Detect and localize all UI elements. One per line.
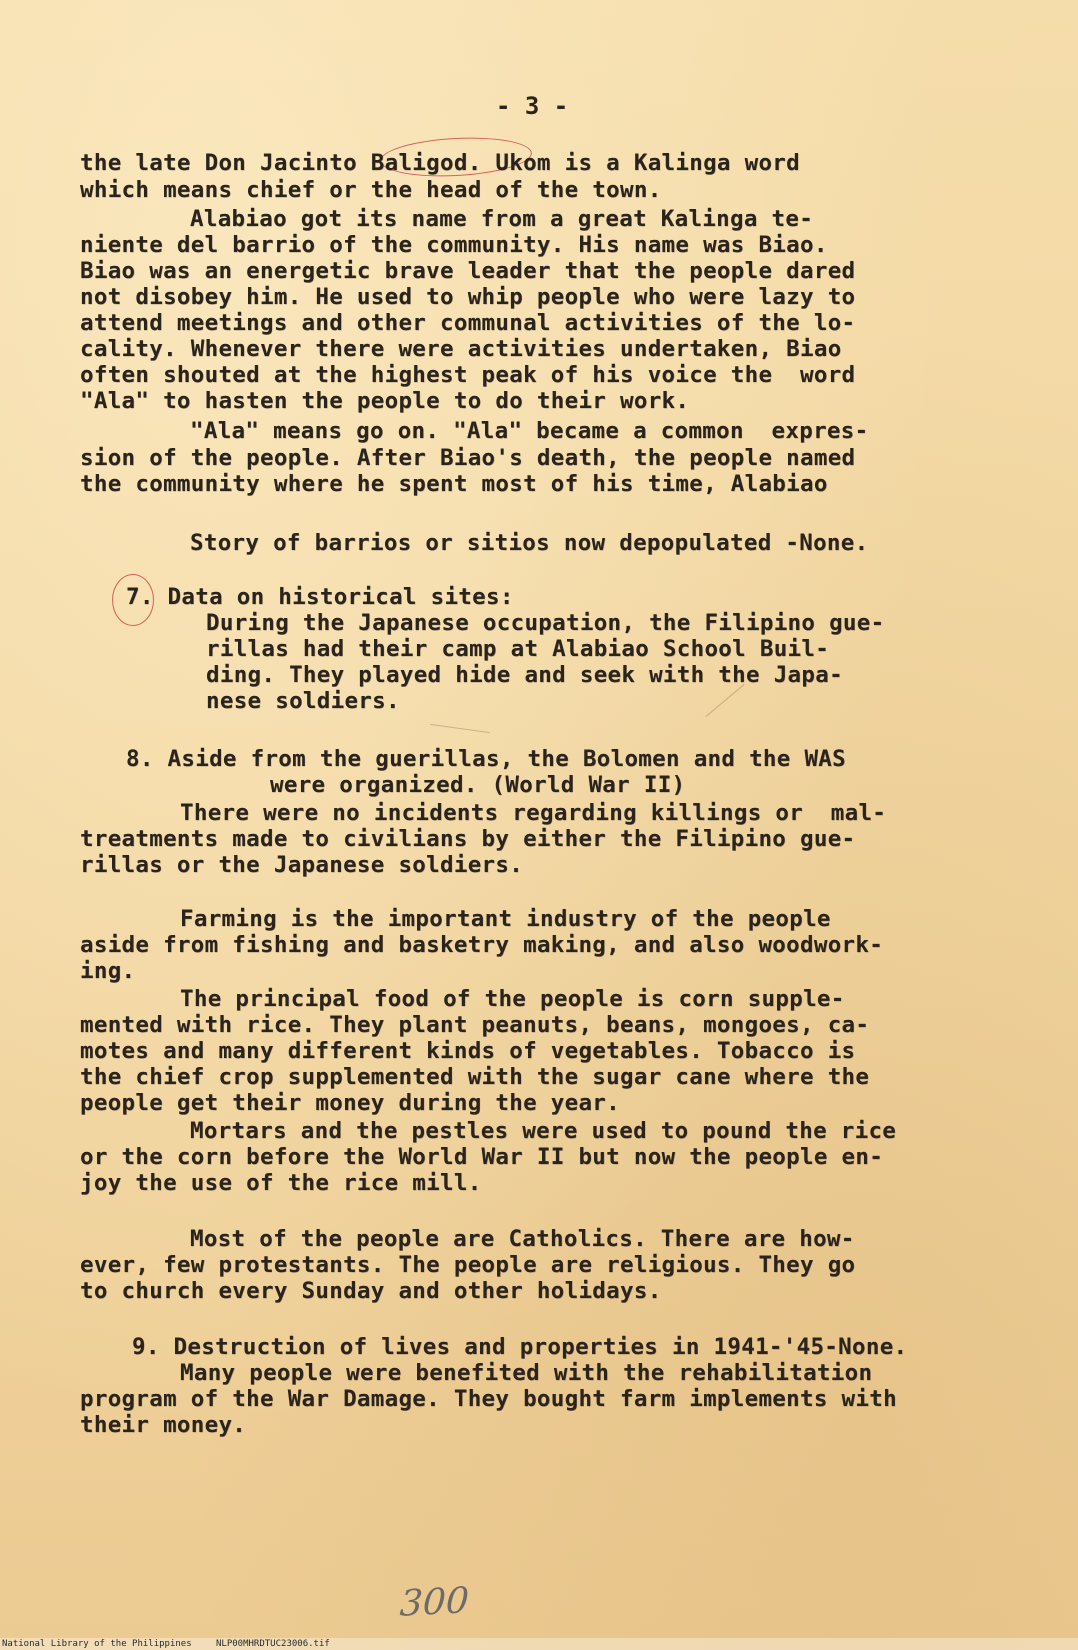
text-line: not disobey him. He used to whip people who were lazy to [80,284,856,310]
text-line: rillas had their camp at Alabiao School Buil- [206,636,830,662]
section-heading-9: 9. Destruction of lives and properties in 1941-'45-None. [132,1334,908,1360]
text-line: joy the use of the rice mill. [80,1170,482,1196]
text-line: Most of the people are Catholics. There are how- [190,1226,855,1252]
text-line: the late Don Jacinto Baligod. Ukom is a Kalinga word [80,150,800,176]
pencil-page-number: 300 [398,1580,470,1625]
text-line: which means chief or the head of the town. [80,177,662,203]
text-line: people get their money during the year. [80,1090,620,1116]
text-line: Biao was an energetic brave leader that the people dared [80,258,856,284]
text-line: Story of barrios or sitios now depopulated -None. [190,530,869,556]
text-line: Mortars and the pestles were used to pound the rice [190,1118,897,1144]
page-number: - 3 - [496,92,569,120]
footer-filename: NLP00MHRDTUC23006.tif [216,1639,330,1649]
archive-footer [0,1638,1078,1650]
text-line: often shouted at the highest peak of his voice the word [80,362,856,388]
faint-mark [430,724,490,733]
text-line: cality. Whenever there were activities undertaken, Biao [80,336,842,362]
section-heading-8: 8. Aside from the guerillas, the Bolomen and the WAS [126,746,846,772]
text-line: mented with rice. They plant peanuts, beans, mongoes, ca- [80,1012,870,1038]
text-line: "Ala" means go on. "Ala" became a common expres- [190,418,869,444]
text-line: ever, few protestants. The people are religious. They go [80,1252,856,1278]
text-line: motes and many different kinds of vegetables. Tobacco is [80,1038,856,1064]
text-line: During the Japanese occupation, the Filipino gue- [206,610,885,636]
text-line: were organized. (World War II) [270,772,686,798]
text-line: their money. [80,1412,247,1438]
text-line: to church every Sunday and other holidays. [80,1278,662,1304]
text-line: niente del barrio of the community. His name was Biao. [80,232,828,258]
text-line: or the corn before the World War II but now the people en- [80,1144,884,1170]
text-line: program of the War Damage. They bought farm implements with [80,1386,897,1412]
text-line: the chief crop supplemented with the sugar cane where the [80,1064,870,1090]
footer-library-name: National Library of the Philippines [2,1639,192,1649]
text-line: rillas or the Japanese soldiers. [80,852,524,878]
text-line: aside from fishing and basketry making, and also woodwork- [80,932,884,958]
text-line: attend meetings and other communal activities of the lo- [80,310,856,336]
text-line: Many people were benefited with the rehabilitation [180,1360,873,1386]
text-line: "Ala" to hasten the people to do their work. [80,388,690,414]
text-line: The principal food of the people is corn supple- [180,986,845,1012]
text-line: sion of the people. After Biao's death, the people named [80,445,856,471]
text-line: treatments made to civilians by either the Filipino gue- [80,826,856,852]
text-line: the community where he spent most of his time, Alabiao [80,471,828,497]
text-line: ding. They played hide and seek with the Japa- [206,662,843,688]
text-line: nese soldiers. [206,688,400,714]
text-line: Alabiao got its name from a great Kalinga te- [190,206,814,232]
text-line: ing. [80,958,136,984]
text-line: Farming is the important industry of the people [180,906,831,932]
text-line: There were no incidents regarding killings or mal- [180,800,887,826]
section-heading-7: 7. Data on historical sites: [126,584,514,610]
faint-mark [706,684,745,717]
